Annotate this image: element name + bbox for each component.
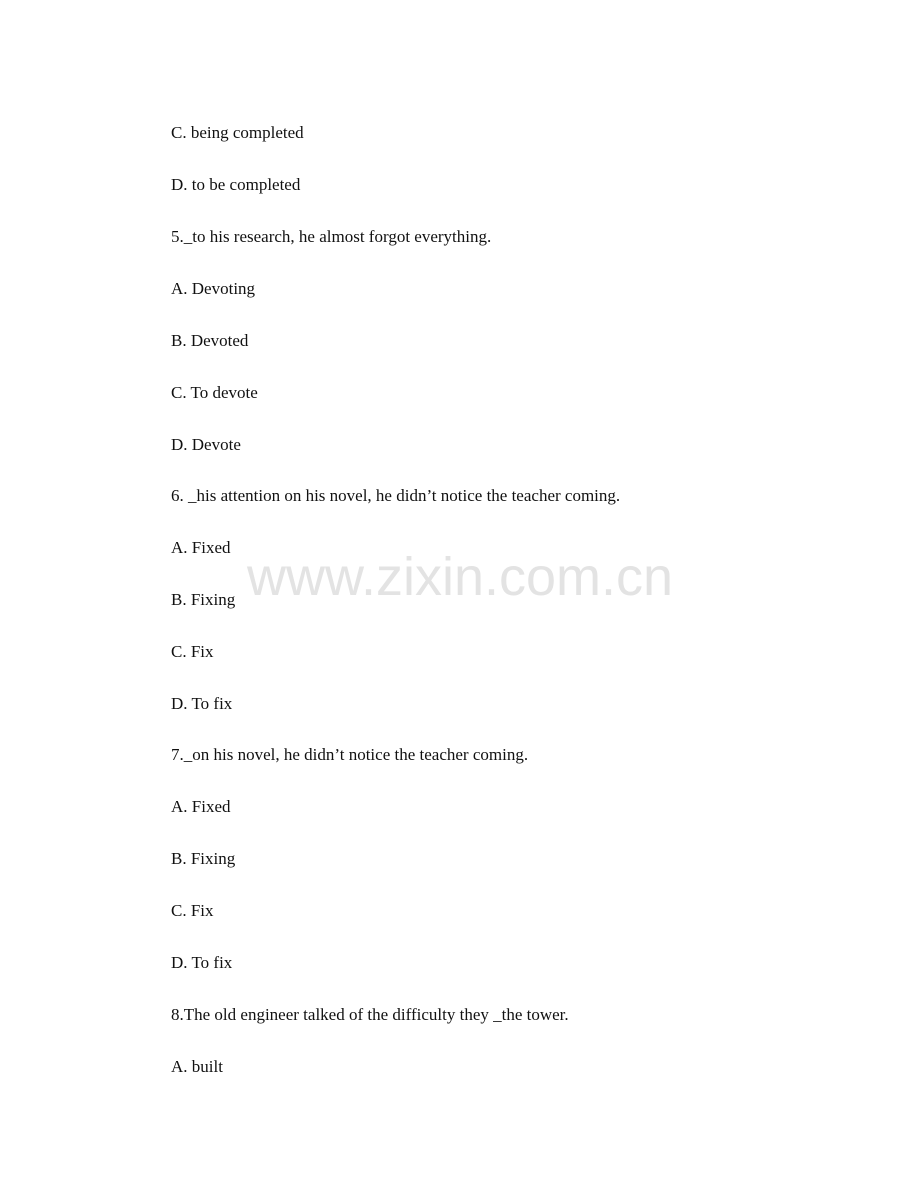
option-c-q7: C. Fix <box>171 901 214 920</box>
option-b-q7: B. Fixing <box>171 849 236 868</box>
option-a-q6: A. Fixed <box>171 538 231 557</box>
option-d-q4: D. to be completed <box>171 175 301 194</box>
watermark: www.zixin.com.cn <box>246 547 674 607</box>
option-c-q5: C. To devote <box>171 383 258 402</box>
option-a-q7: A. Fixed <box>171 797 231 816</box>
question-6: 6. _his attention on his novel, he didn’t notice the teacher coming. <box>171 486 621 505</box>
option-a-q8: A. built <box>171 1057 223 1076</box>
option-a-q5: A. Devoting <box>171 279 256 298</box>
option-d-q5: D. Devote <box>171 435 241 454</box>
option-d-q7: D. To fix <box>171 953 233 972</box>
option-c-q6: C. Fix <box>171 642 214 661</box>
option-c-q4: C. being completed <box>171 123 304 142</box>
option-b-q6: B. Fixing <box>171 590 236 609</box>
question-8: 8.The old engineer talked of the difficulty they _the tower. <box>171 1005 569 1024</box>
question-7: 7._on his novel, he didn’t notice the teacher coming. <box>171 745 529 764</box>
question-5: 5._to his research, he almost forgot everything. <box>171 227 492 246</box>
option-d-q6: D. To fix <box>171 694 233 713</box>
option-b-q5: B. Devoted <box>171 331 249 350</box>
